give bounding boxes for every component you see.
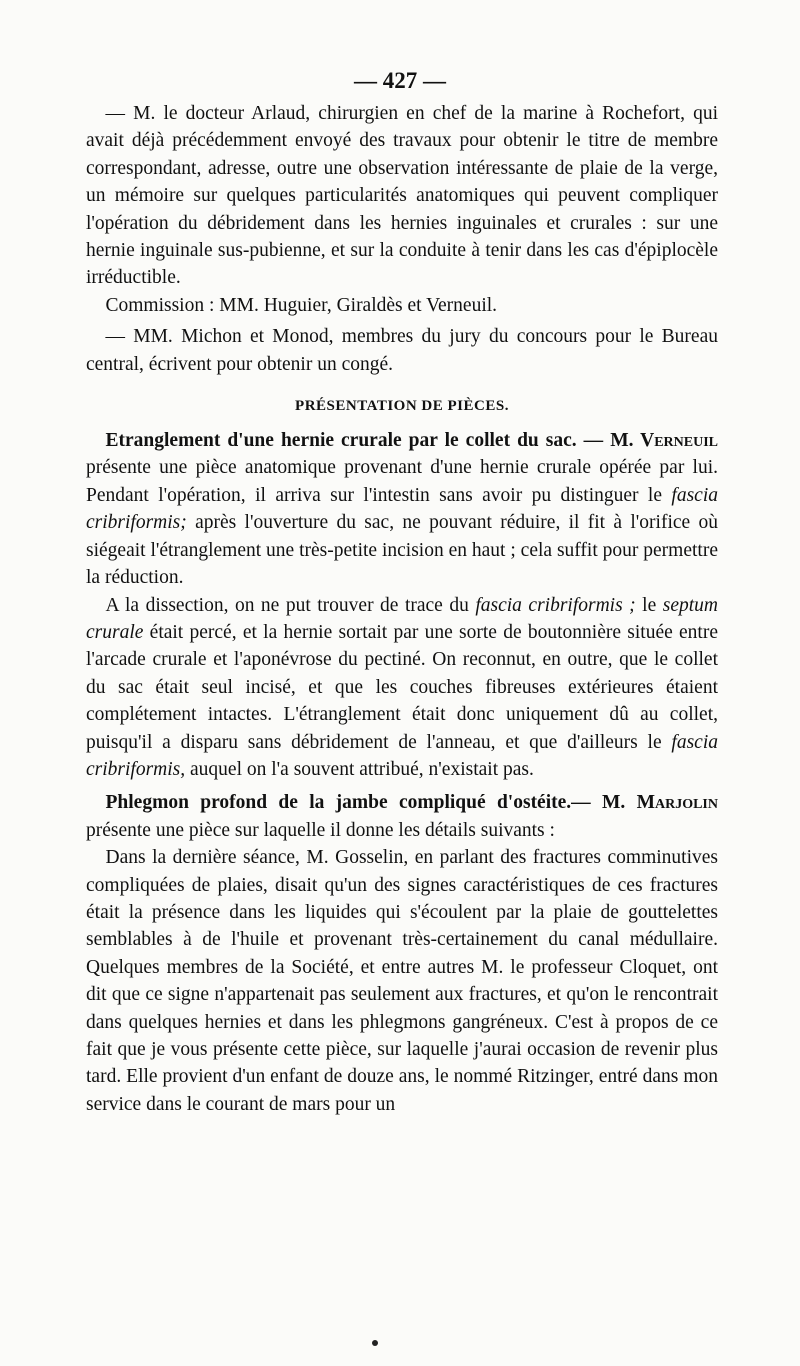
section-heading: PRÉSENTATION DE PIÈCES. — [295, 398, 509, 415]
italic-term: fascia cribriformis, — [86, 731, 718, 780]
italic-term: fascia cribriformis ; — [475, 594, 636, 616]
paragraph-etranglement — [86, 427, 718, 591]
paragraph-text: le — [635, 594, 663, 616]
paragraph-text: après l'ouverture du sac, ne pouvant réduire, il fit à l'orifice où siégeait l'étranglement une très-petite incision en haut ; cela suffit pour permettre la réduction. — [86, 512, 718, 589]
author-name: M. Verneuil — [610, 430, 719, 452]
page-number: — 427 — — [354, 68, 446, 93]
ink-dot — [372, 1340, 378, 1346]
paragraph-commission: Commission : MM. Huguier, Giraldès et Verneuil. — [105, 294, 498, 316]
paragraph-gosselin: Dans la dernière séance, M. Gosselin, en parlant des fractures comminutives compliquées de plaies, disait qu'un des signes caractéristiques de ces fractures était la présence dans les liquides qui s'écoulent par la plaie de gouttelettes semblables à de l'huile et provenant très-certainement du canal médullaire. Quelques membres de la Société, et entre autres M. le professeur Cloquet, ont dit que ce signe n'appartenait pas seulement aux fractures, et qu'on le rencontrait dans quelques hernies et dans les phlegmons gangréneux. C'est à propos de ce fait que je vous présente cette pièce, sur laquelle j'aurai occasion de revenir plus tard. Elle provient d'un enfant de douze ans, le nommé Ritzinger, entré dans mon service dans le courant de mars pour un — [86, 847, 718, 1115]
paragraph-phlegmon — [86, 789, 718, 844]
paragraph-arlaud: — M. le docteur Arlaud, chirurgien en chef de la marine à Rochefort, qui avait déjà précédemment envoyé des travaux pour obtenir le titre de membre correspondant, adresse, outre une observation intéressante de plaie de la verge, un mémoire sur quelques particularités anatomiques qui peuvent compliquer l'opération du débridement dans les hernies inguinales et crurales : sur une hernie inguinale sus-pubienne, et sur la conduite à tenir dans les cas d'épiplocèle irréductible. — [86, 103, 718, 289]
body-text — [86, 100, 718, 1118]
paragraph-dissection — [86, 592, 718, 784]
paragraph-lead: Phlegmon profond de la jambe compliqué d'ostéite.— — [105, 792, 591, 814]
paragraph-michon-monod: — MM. Michon et Monod, membres du jury du concours pour le Bureau central, écrivent pour obtenir un congé. — [86, 326, 718, 375]
italic-term: septum crurale — [86, 594, 719, 643]
paragraph-text: auquel on l'a souvent attribué, n'existait pas. — [185, 758, 534, 780]
italic-term: fascia cribriformis; — [86, 484, 718, 534]
paragraph-text: présente une pièce anatomique provenant d'une hernie crurale opérée par lui. Pendant l'opération, il arriva sur l'intestin sans avoir pu distinguer le — [86, 457, 718, 506]
paragraph-lead: Etranglement d'une hernie crurale par le collet du sac. — — [105, 430, 604, 452]
paragraph-text: présente une pièce sur laquelle il donne les détails suivants : — [86, 819, 555, 841]
paragraph-text: était percé, et la hernie sortait par une sorte de boutonnière située entre l'arcade crurale et l'aponévrose du pectiné. On reconnut, en outre, que le collet du sac était seul incisé, et que les couches fibreuses extérieures étaient complétement intactes. L'étranglement était donc uniquement dû au collet, puisqu'il a disparu sans débridement de l'anneau, et que d'ailleurs le — [86, 621, 718, 753]
paragraph-text: A la dissection, on ne put trouver de trace du — [105, 594, 476, 616]
author-name: M. Marjolin — [601, 792, 718, 814]
